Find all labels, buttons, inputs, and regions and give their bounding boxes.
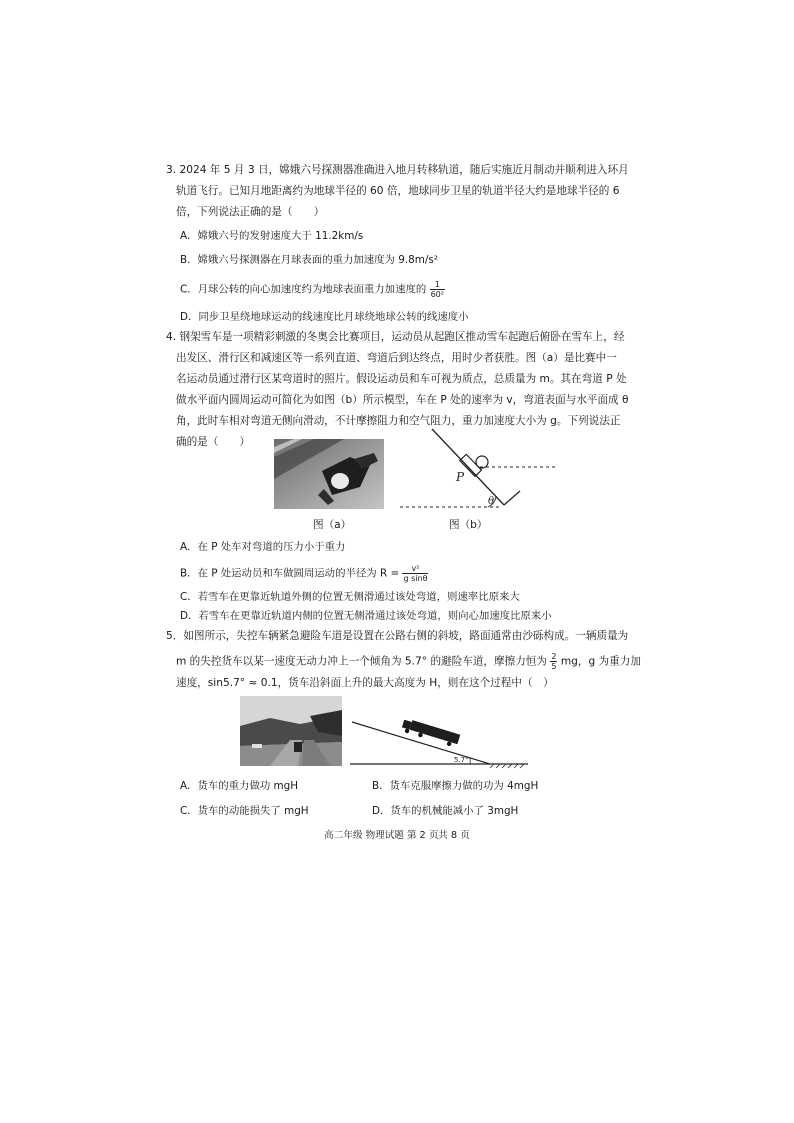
q5-fraction-numerator: 2 — [551, 652, 557, 661]
figure-b-caption: 图（b） — [449, 519, 488, 531]
label-p: P — [456, 470, 465, 484]
q5-option-a: A．货车的重力做功 mgH — [180, 780, 299, 792]
escape-ramp-photo-image — [240, 696, 342, 766]
label-theta: θ — [488, 496, 495, 507]
q3-option-b: B．嫦娥六号探测器在月球表面的重力加速度为 9.8m/s² — [180, 254, 438, 266]
q5-option-d: D．货车的机械能减小了 3mgH — [372, 805, 519, 817]
q5-line-2 — [176, 652, 641, 671]
q5-option-b: B．货车克服摩擦力做的功为 4mgH — [372, 780, 539, 792]
q4-option-a: A．在 P 处车对弯道的压力小于重力 — [180, 541, 346, 553]
truck-icon — [401, 720, 461, 748]
q4-line-6: 确的是（ ） — [176, 436, 251, 448]
q5-line-2-text-b: mg，g 为重力加 — [560, 655, 641, 668]
q5-line-1: 5．如图所示，失控车辆紧急避险车道是设置在公路右侧的斜坡，路面通常由沙砾构成。一辆质量为 — [166, 630, 629, 642]
bobsled-photo — [274, 439, 384, 509]
q4-b-denominator: g sinθ — [403, 574, 428, 583]
page-footer: 高二年级 物理试题 第 2 页共 8 页 — [324, 830, 470, 841]
q3-option-c-text: C．月球公转的向心加速度约为地球表面重力加速度的 — [180, 283, 427, 296]
figure-a-caption: 图（a） — [313, 519, 352, 531]
q5-fraction-denominator: 5 — [551, 662, 557, 671]
q3-c-denominator: 60² — [430, 290, 444, 299]
q5-line-2-text-a: m 的失控货车以某一速度无动力冲上一个倾角为 5.7° 的避险车道，摩擦力恒为 — [176, 655, 547, 668]
q4-line-4: 做水平面内圆周运动可简化为如图（b）所示模型，车在 P 处的速率为 v，弯道表面与水平面成 θ — [176, 394, 629, 406]
q5-option-c: C．货车的动能损失了 mgH — [180, 805, 309, 817]
q3-option-c-fraction — [430, 280, 445, 299]
q3-line-3: 倍，下列说法正确的是（ ） — [176, 206, 325, 218]
escape-ramp-photo — [240, 696, 342, 766]
bobsled-photo-image — [274, 439, 384, 509]
banked-curve-diagram — [396, 425, 566, 515]
q5-friction-fraction — [550, 652, 557, 671]
curve-inner-wall — [504, 491, 520, 505]
slope-diagram — [350, 720, 540, 770]
q3-line-2: 轨道飞行。已知月地距离约为地球半径的 60 倍，地球同步卫星的轨道半径大约是地球半径的 6 — [176, 185, 620, 197]
q3-option-c — [180, 280, 445, 299]
q4-b-numerator: v² — [402, 564, 428, 574]
q4-line-3: 名运动员通过滑行区某弯道时的照片。假设运动员和车可视为质点，总质量为 m。其在弯道 P 处 — [176, 373, 627, 385]
q5-line-3: 速度，sin5.7° ≈ 0.1，货车沿斜面上升的最大高度为 H，则在这个过程中（ ） — [176, 677, 554, 689]
q4-option-d: D．若雪车在更靠近轨道内侧的位置无侧滑通过该处弯道，则向心加速度比原来小 — [180, 610, 552, 622]
q4-option-c: C．若雪车在更靠近轨道外侧的位置无侧滑通过该处弯道，则速率比原来大 — [180, 591, 520, 603]
q3-line-1: 3. 2024 年 5 月 3 日，嫦娥六号探测器准确进入地月转移轨道，随后实施近月制动并顺利进入环月 — [166, 164, 629, 176]
q4-line-1: 4. 钢架雪车是一项精彩刺激的冬奥会比赛项目，运动员从起跑区推动雪车起跑后俯卧在雪车上，经 — [166, 331, 625, 343]
q4-line-2: 出发区、滑行区和减速区等一系列直道、弯道后到达终点，用时少者获胜。图（a）是比赛中一 — [176, 352, 617, 364]
q3-option-d: D．同步卫星绕地球运动的线速度比月球绕地球公转的线速度小 — [180, 311, 469, 323]
q4-line-5: 角，此时车相对弯道无侧向滑动，不计摩擦阻力和空气阻力，重力加速度大小为 g。下列说法正 — [176, 415, 621, 427]
q4-option-b-fraction — [402, 564, 428, 583]
q3-option-a: A．嫦娥六号的发射速度大于 11.2km/s — [180, 230, 364, 242]
slope-angle-label: 5.7° — [454, 756, 469, 764]
q4-option-b-text: B．在 P 处运动员和车做圆周运动的半径为 R = — [180, 567, 400, 580]
q4-option-b — [180, 564, 428, 583]
q3-c-numerator: 1 — [430, 280, 445, 290]
